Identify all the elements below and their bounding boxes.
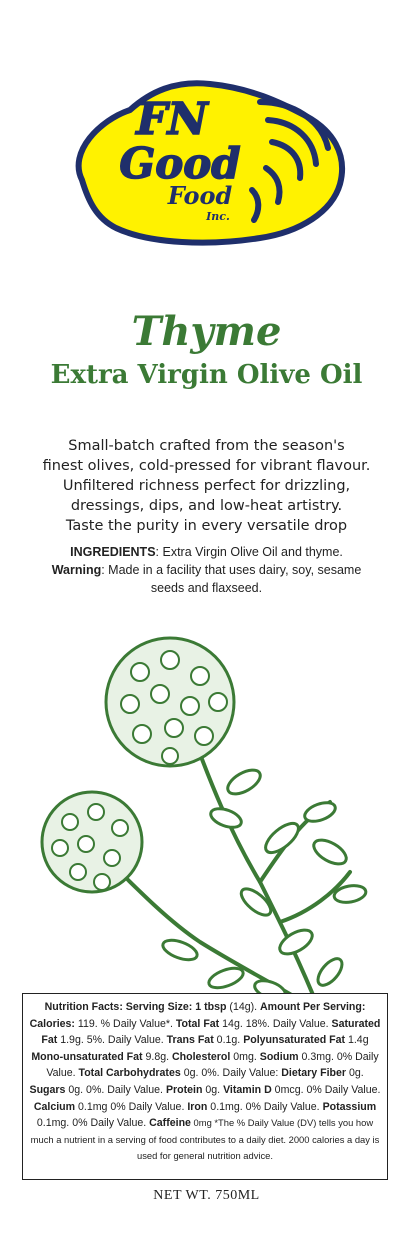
nutrition-heading: Nutrition Facts: Serving Size: 1 tbsp bbox=[44, 1001, 227, 1013]
nutrition-label: Total Fat bbox=[175, 1017, 220, 1030]
blossom bbox=[52, 840, 68, 856]
description-line: Taste the purity in every versatile drop bbox=[65, 518, 348, 534]
nutrition-label: Protein bbox=[165, 1083, 203, 1096]
leaf bbox=[224, 765, 264, 799]
product-description bbox=[30, 436, 383, 536]
leaf bbox=[310, 835, 350, 869]
blossom bbox=[195, 727, 213, 745]
nutrition-value: 0.1mg. 0% Daily Value. bbox=[36, 1117, 150, 1130]
nutrition-label: Sugars bbox=[29, 1083, 66, 1096]
nutrition-label: Calcium bbox=[33, 1100, 76, 1113]
nutrition-label: Sodium bbox=[259, 1050, 299, 1063]
blossom bbox=[131, 663, 149, 681]
nutrition-footnote: 0mg *The % Daily Value (DV) tells you how much a nutrient in a serving of food contributes to a daily diet. 2000 calories a day is used for general nutrition advice. bbox=[30, 1117, 380, 1162]
nutrition-value: 0mcg. 0% Daily Value. bbox=[271, 1083, 381, 1096]
nutrition-value: 1.9g. 5%. Daily Value. bbox=[57, 1034, 167, 1047]
blossom bbox=[70, 864, 86, 880]
blossom bbox=[181, 697, 199, 715]
nutrition-label: Iron bbox=[187, 1100, 208, 1113]
nutrition-label: Dietary Fiber bbox=[281, 1067, 347, 1080]
nutrition-value: 1.4g bbox=[345, 1034, 369, 1047]
nutrition-value: 0g. 0%. Daily Value: bbox=[180, 1067, 282, 1080]
blossom bbox=[133, 725, 151, 743]
leaf bbox=[206, 964, 245, 991]
logo-text-good: Good bbox=[119, 139, 241, 188]
description-line: Unfiltered richness perfect for drizzling, bbox=[62, 478, 351, 494]
nutrition-value: 0g. bbox=[346, 1067, 364, 1080]
nutrition-label: Amount Per Serving: Calories: bbox=[29, 1001, 366, 1030]
nutrition-value: 0mg. bbox=[230, 1050, 260, 1063]
ingredients-label: INGREDIENTS bbox=[70, 545, 156, 559]
product-title: Thyme bbox=[131, 308, 282, 355]
blossom bbox=[165, 719, 183, 737]
net-weight: NET WT. 750ML bbox=[153, 1188, 260, 1203]
blossom bbox=[88, 804, 104, 820]
nutrition-label: Caffeine bbox=[149, 1117, 191, 1130]
blossom bbox=[191, 667, 209, 685]
nutrition-label: Mono-unsaturated Fat bbox=[31, 1050, 143, 1063]
blossom bbox=[161, 651, 179, 669]
nutrition-label: Polyunsaturated Fat bbox=[243, 1034, 346, 1047]
description-line: finest olives, cold-pressed for vibrant flavour. bbox=[42, 458, 371, 474]
nutrition-value: 119. % Daily Value*. bbox=[74, 1017, 176, 1030]
blossom bbox=[94, 874, 110, 890]
description-line: Small-batch crafted from the season's bbox=[68, 438, 345, 454]
blossom bbox=[104, 850, 120, 866]
warning-text: : Made in a facility that uses dairy, soy, sesame seeds and flaxseed. bbox=[101, 563, 362, 595]
logo-text-fn: FN bbox=[136, 94, 208, 145]
warning-label: Warning bbox=[51, 563, 102, 577]
nutrition-value: 0.1mg 0% Daily Value. bbox=[75, 1100, 188, 1113]
nutrition-value: 0.1g. bbox=[213, 1034, 244, 1047]
nutrition-label: Potassium bbox=[322, 1100, 377, 1113]
leaf bbox=[160, 936, 199, 963]
product-subtitle: Extra Virgin Olive Oil bbox=[50, 360, 363, 390]
blossom bbox=[78, 836, 94, 852]
logo-text-inc: Inc. bbox=[206, 210, 230, 223]
blossom bbox=[162, 748, 178, 764]
blossom bbox=[151, 685, 169, 703]
nutrition-value: 0g. bbox=[202, 1083, 224, 1096]
nutrition-value: (14g). bbox=[226, 1001, 261, 1013]
nutrition-value: 0.3mg. 0% Daily Value. bbox=[46, 1050, 379, 1080]
nutrition-facts-panel bbox=[22, 993, 388, 1180]
description-line: dressings, dips, and low-heat artistry. bbox=[70, 498, 343, 514]
leaf bbox=[302, 799, 338, 825]
ingredients-block bbox=[50, 543, 363, 597]
leaf bbox=[208, 805, 244, 831]
nutrition-label: Total Carbohydrates bbox=[78, 1067, 181, 1080]
nutrition-value: 0.1mg. 0% Daily Value. bbox=[207, 1100, 323, 1113]
blossom bbox=[112, 820, 128, 836]
nutrition-value: 14g. 18%. Daily Value. bbox=[219, 1017, 332, 1030]
leaf bbox=[314, 955, 347, 990]
nutrition-value: 9.8g. bbox=[142, 1050, 173, 1063]
nutrition-value: 0g. 0%. Daily Value. bbox=[65, 1083, 166, 1096]
ingredients-text: : Extra Virgin Olive Oil and thyme. bbox=[155, 545, 343, 559]
logo-text-food: Food bbox=[167, 181, 233, 210]
blossom bbox=[62, 814, 78, 830]
nutrition-label: Vitamin D bbox=[223, 1083, 272, 1096]
fn-good-food-logo bbox=[60, 72, 350, 250]
thyme-sprig-illustration bbox=[30, 632, 380, 1020]
nutrition-label: Cholesterol bbox=[172, 1050, 231, 1063]
nutrition-label: Trans Fat bbox=[166, 1034, 214, 1047]
blossom bbox=[209, 693, 227, 711]
nutrition-label: Saturated Fat bbox=[41, 1017, 381, 1047]
blossom bbox=[121, 695, 139, 713]
